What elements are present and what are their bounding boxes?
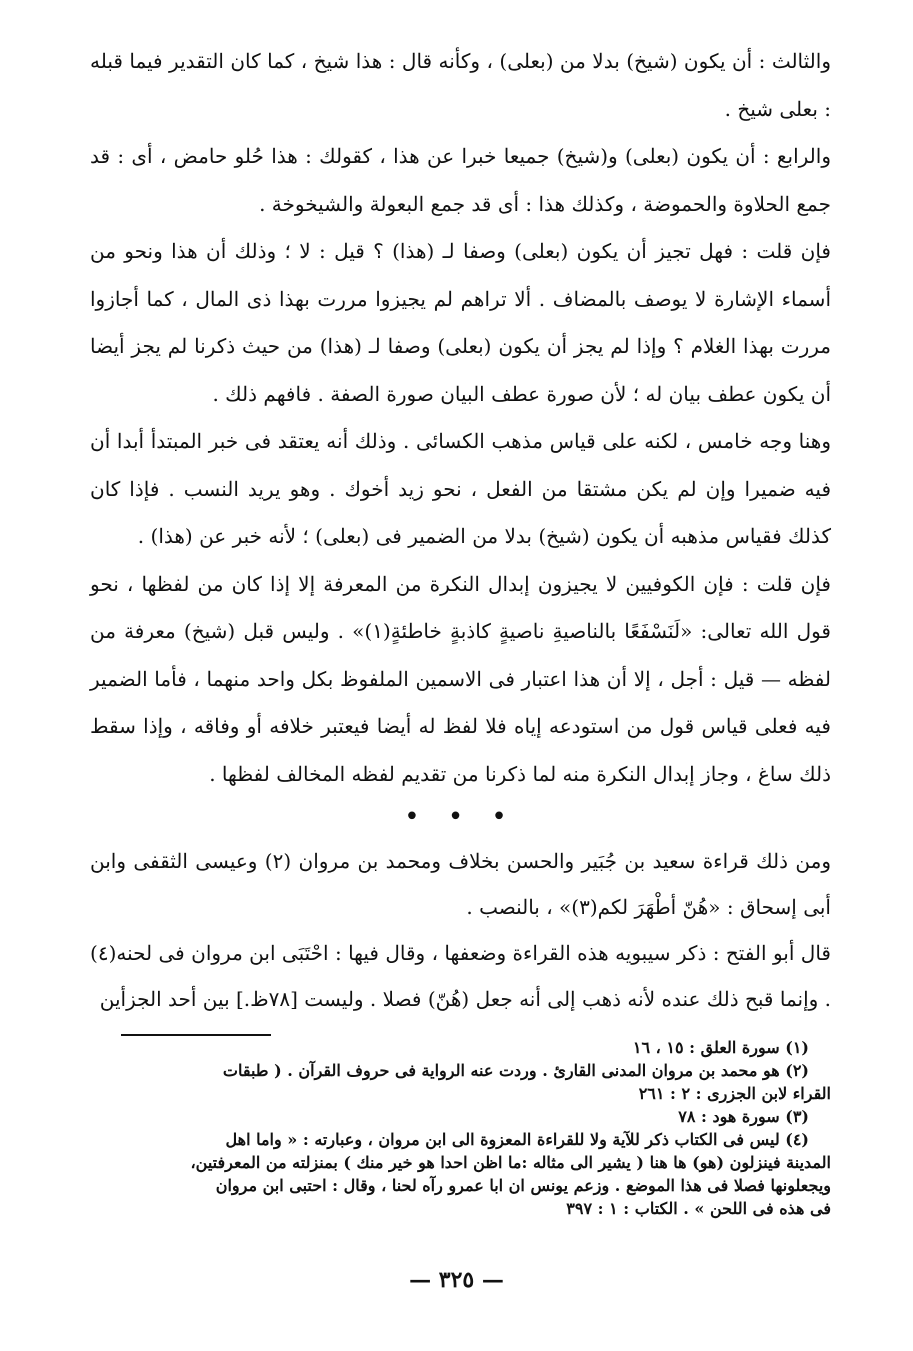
page-number: — ٣٢٥ —: [409, 1267, 504, 1293]
footnote-4-line-3: ويجعلونها فصلا فى هذا الموضع . وزعم يونس ان ابا عمرو رآه لحنا ، وقال : احتبى ابن مروان: [215, 1176, 831, 1195]
paragraph-third: والثالث : أن يكون (شيخ) بدلا من (بعلى) ، وكأنه قال : هذا شيخ ، كما كان التقدير فيما قبله : بعلى شيخ .: [90, 49, 831, 121]
paragraph-kufan-question: فإن قلت : فإن الكوفيين لا يجيزون إبدال النكرة من المعرفة إلا إذا كان من لفظها ، نحو قول الله تعالى: «لَنَسْفَعًا بالناصيةِ ناصيةٍ كاذبةٍ خاطئةٍ(١)» . وليس قبل (شيخ) معرفة من لفظه — قيل : أجل ، إلا أن هذا اعتبار فى الاسمين الملفوظ بكل واحد منهما ، فأما الضمير فيه فعلى قياس قول من استودعه إياه فلا لفظ له أيضا فيعتبر خلافه أو وفاقه ، وإذا سقط ذلك ساغ ، وجاز إبدال النكرة منه لما ذكرنا من تقديم لفظه المخالف لفظها .: [90, 571, 831, 786]
paragraph-fifth-aspect: وهنا وجه خامس ، لكنه على قياس مذهب الكسائى . وذلك أنه يعتقد فى خبر المبتدأ أبدا أن فيه ضميرا وإن لم يكن مشتقا من الفعل ، نحو زيد أخوك . وهو يريد النسب . فإذا كان كذلك فقياس مذهبه أن يكون (شيخ) بدلا من الضمير فى (بعلى) ؛ لأنه خبر عن (هذا) .: [90, 429, 831, 548]
footnote-4: (٤) ليس فى الكتاب ذكر للآية ولا للقراءة المعزوة الى ابن مروان ، وعبارته : « واما اهل: [225, 1130, 809, 1149]
section-separator: • • •: [404, 802, 517, 832]
footnote-3: (٣) سورة هود : ٧٨: [678, 1107, 809, 1126]
footnote-4-line-2: المدينة فينزلون (هو) ها هنا ( يشير الى مثاله :ما اظن احدا هو خير منك ) بمنزلته من المعرفتين،: [190, 1153, 831, 1172]
footnote-2-continued: القراء لابن الجزرى : ٢ : ٢٦١: [638, 1084, 831, 1103]
paragraph-abu-alfath: قال أبو الفتح : ذكر سيبويه هذه القراءة وضعفها ، وقال فيها : احْتَبَى ابن مروان فى لحنه(٤) . وإنما قبح ذلك عنده لأنه ذهب إلى أنه جعل (هُنّ) فصلا . وليست [٧٨ظ.] بين أحد الجزأين: [90, 941, 831, 1011]
main-text: [90, 38, 831, 1022]
paragraph-question-adjective: فإن قلت : فهل تجيز أن يكون (بعلى) وصفا لـ (هذا) ؟ قيل : لا ؛ وذلك أن هذا ونحو من أسماء الإشارة لا يوصف بالمضاف . ألا تراهم لم يجيزوا مررت بهذا ذى المال ، كما أجازوا مررت بهذا الغلام ؟ وإذا لم يجز أن يكون (بعلى) وصفا لـ (هذا) من حيث ذكرنا لم يجز أيضا أن يكون عطف بيان له ؛ لأن صورة عطف البيان صورة الصفة . فافهم ذلك .: [90, 239, 831, 406]
paragraph-fourth: والرابع : أن يكون (بعلى) و(شيخ) جميعا خبرا عن هذا ، كقولك : هذا حُلو حامض ، أى : قد جمع الحلاوة والحموضة ، وكذلك هذا : أى قد جمع البعولة والشيخوخة .: [90, 144, 831, 216]
footnote-4-line-4: فى هذه فى اللحن » . الكتاب : ١ : ٣٩٧: [566, 1199, 831, 1218]
footnotes: [90, 1036, 831, 1220]
paragraph-reading: ومن ذلك قراءة سعيد بن جُبَير والحسن بخلاف ومحمد بن مروان (٢) وعيسى الثقفى وابن أبى إسحاق : «هُنّ أطْهَرَ لكم(٣)» ، بالنصب .: [90, 849, 831, 919]
footnote-1: (١) سورة العلق : ١٥ ، ١٦: [632, 1038, 809, 1057]
footnote-2: (٢) هو محمد بن مروان المدنى القارئ . وردت عنه الرواية فى حروف القرآن . ( طبقات: [222, 1061, 809, 1080]
